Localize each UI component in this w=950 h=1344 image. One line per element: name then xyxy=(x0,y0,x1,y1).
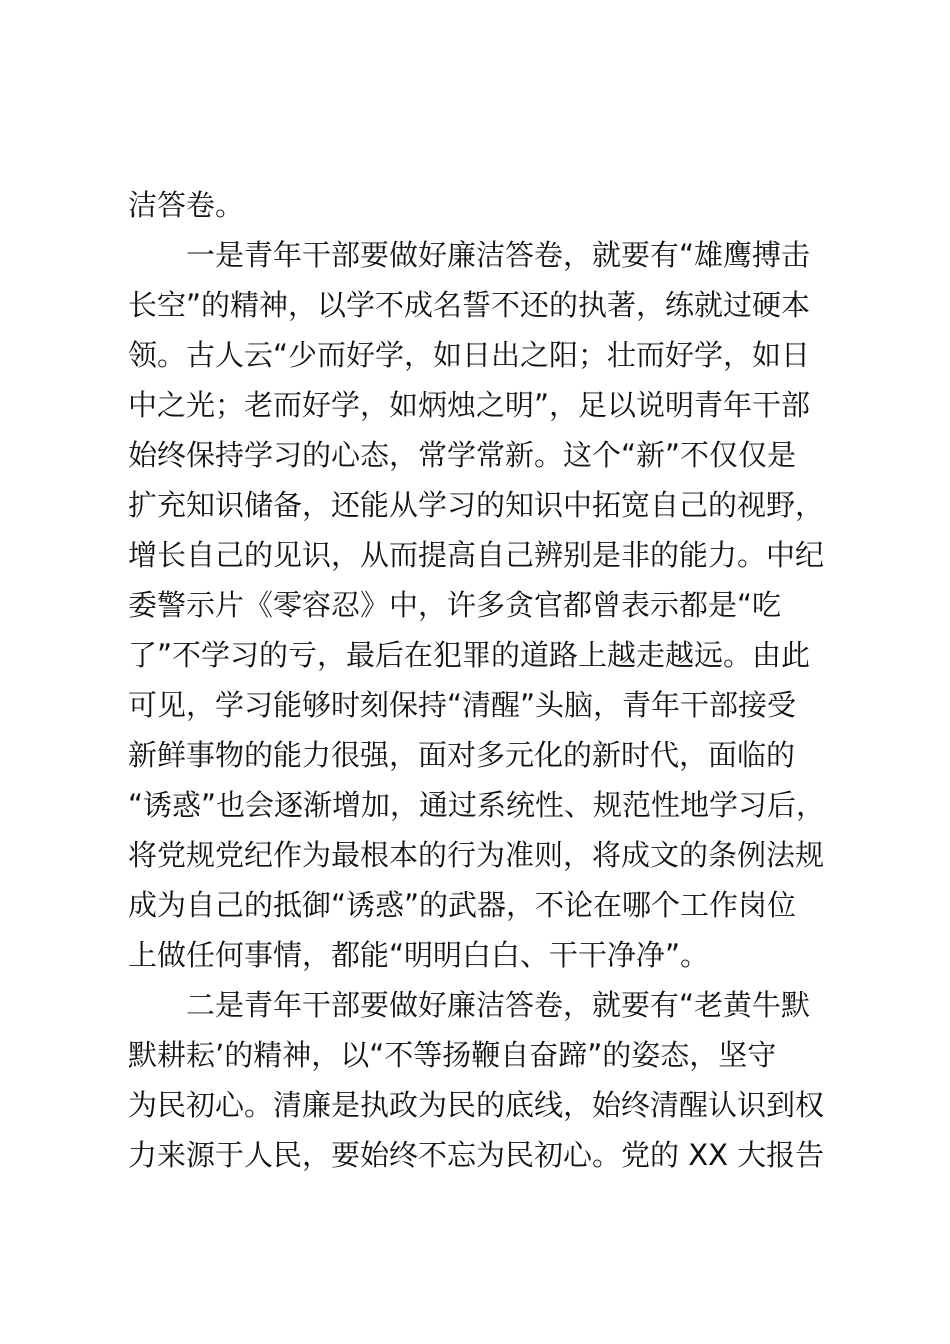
text-line: 了”不学习的亏，最后在犯罪的道路上越走越远。由此 xyxy=(128,638,811,672)
text-line: 扩充知识储备，还能从学习的知识中拓宽自己的视野， xyxy=(128,488,825,522)
text-line: 将党规党纪作为最根本的行为准则，将成文的条例法规 xyxy=(128,838,825,872)
text-line: 始终保持学习的心态，常学常新。这个“新”不仅仅是 xyxy=(128,438,797,472)
text-line: 中之光；老而好学，如炳烛之明”，足以说明青年干部 xyxy=(128,388,811,422)
text-line: 成为自己的抵御“诱惑”的武器，不论在哪个工作岗位 xyxy=(128,888,797,922)
text-line: 长空”的精神，以学不成名誓不还的执著，练就过硬本 xyxy=(128,288,811,322)
text-line: 可见，学习能够时刻保持“清醒”头脑，青年干部接受 xyxy=(128,688,797,722)
paragraph-start-line: 二是青年干部要做好廉洁答卷，就要有“老黄牛默 xyxy=(186,988,811,1022)
text-line: 委警示片《零容忍》中，许多贪官都曾表示都是“吃 xyxy=(128,588,782,622)
text-line: 增长自己的见识，从而提高自己辨别是非的能力。中纪 xyxy=(128,538,825,572)
paragraph-start-line: 一是青年干部要做好廉洁答卷，就要有“雄鹰搏击 xyxy=(186,238,811,272)
text-line: 新鲜事物的能力很强，面对多元化的新时代，面临的 xyxy=(128,738,796,772)
text-line: 领。古人云“少而好学，如日出之阳；壮而好学，如日 xyxy=(128,338,811,372)
text-line: 上做任何事情，都能“明明白白、干干净净”。 xyxy=(128,938,710,972)
text-line: 洁答卷。 xyxy=(128,188,245,222)
text-line: 为民初心。清廉是执政为民的底线，始终清醒认识到权 xyxy=(128,1088,825,1122)
text-line: 默耕耘’的精神，以“不等扬鞭自奋蹄”的姿态，坚守 xyxy=(128,1038,777,1072)
body-text xyxy=(128,180,840,1180)
text-line: “诱惑”也会逐渐增加，通过系统性、规范性地学习后， xyxy=(128,788,826,822)
text-line: 力来源于人民，要始终不忘为民初心。党的 XX 大报告 xyxy=(128,1138,825,1172)
